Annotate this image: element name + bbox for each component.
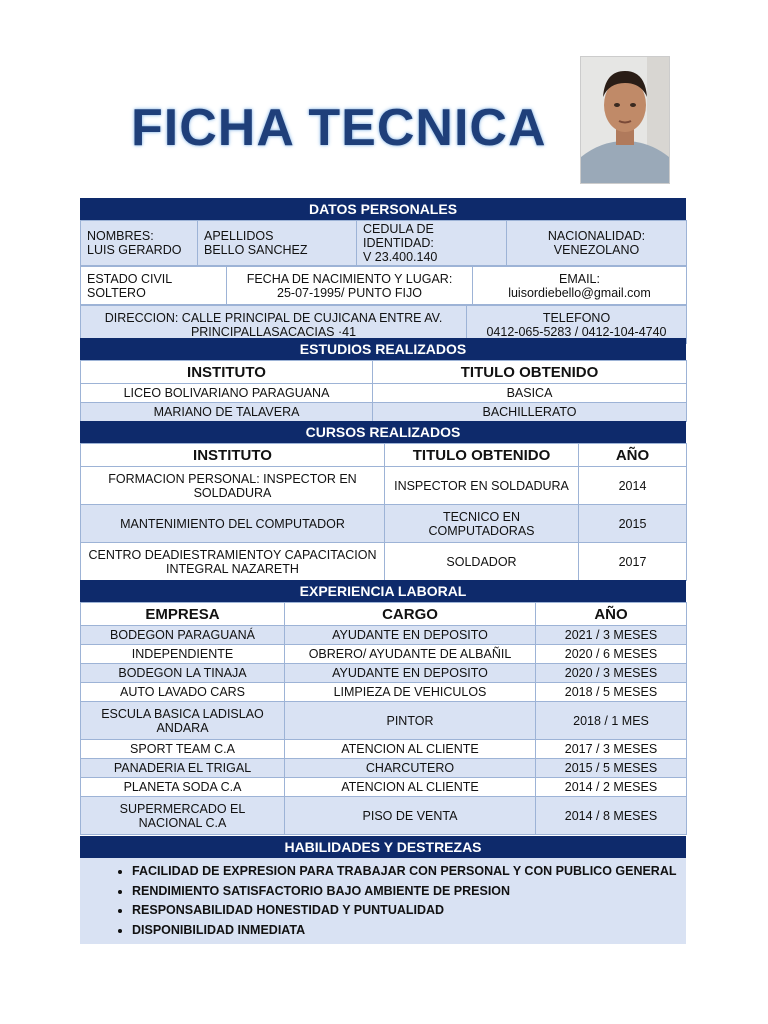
experiencia-empresa: BODEGON LA TINAJA <box>81 664 285 683</box>
cedula-cell <box>357 221 507 266</box>
estudios-column-headers <box>81 361 687 384</box>
cursos-titulo: INSPECTOR EN SOLDADURA <box>385 467 579 505</box>
experiencia-col-cargo: CARGO <box>285 603 536 626</box>
experiencia-cargo: PISO DE VENTA <box>285 797 536 835</box>
table-row <box>81 683 687 702</box>
experiencia-anio: 2014 / 2 MESES <box>536 778 687 797</box>
profile-photo <box>580 56 670 184</box>
list-item: • DISPONIBILIDAD INMEDIATA <box>132 921 686 941</box>
nombres-value: LUIS GERARDO <box>87 243 182 257</box>
experiencia-cargo: AYUDANTE EN DEPOSITO <box>285 664 536 683</box>
cursos-instituto: MANTENIMIENTO DEL COMPUTADOR <box>81 505 385 543</box>
experiencia-cargo: ATENCION AL CLIENTE <box>285 740 536 759</box>
apellidos-cell <box>198 221 357 266</box>
experiencia-anio: 2017 / 3 MESES <box>536 740 687 759</box>
table-row <box>81 626 687 645</box>
habilidades-header: HABILIDADES Y DESTREZAS <box>80 836 686 858</box>
experiencia-empresa: INDEPENDIENTE <box>81 645 285 664</box>
experiencia-anio: 2018 / 1 MES <box>536 702 687 740</box>
estudios-titulo: BASICA <box>373 384 687 403</box>
nacionalidad-cell <box>507 221 687 266</box>
experiencia-header: EXPERIENCIA LABORAL <box>80 580 686 602</box>
apellidos-label: APELLIDOS <box>204 229 274 243</box>
table-row <box>81 543 687 581</box>
table-row <box>81 778 687 797</box>
experiencia-cargo: CHARCUTERO <box>285 759 536 778</box>
cursos-anio: 2015 <box>579 505 687 543</box>
direccion-line-1: DIRECCION: CALLE PRINCIPAL DE CUJICANA ENTRE AV. <box>104 310 443 325</box>
experiencia-empresa: SUPERMERCADO EL NACIONAL C.A <box>81 797 285 835</box>
experiencia-col-anio: AÑO <box>536 603 687 626</box>
direccion-line-2: PRINCIPALLASACACIAS ·41 <box>190 324 357 339</box>
cursos-table <box>80 443 687 581</box>
page-title: FICHA TECNICA <box>131 99 547 157</box>
table-row <box>81 702 687 740</box>
experiencia-anio: 2021 / 3 MESES <box>536 626 687 645</box>
estado-civil-cell <box>81 267 227 305</box>
cedula-value: V 23.400.140 <box>363 250 438 264</box>
cursos-header: CURSOS REALIZADOS <box>80 421 686 443</box>
cursos-section <box>80 421 686 581</box>
nacionalidad-value: VENEZOLANO <box>553 243 640 257</box>
experiencia-anio: 2014 / 8 MESES <box>536 797 687 835</box>
list-item: • FACILIDAD DE EXPRESION PARA TRABAJAR CON PERSONAL Y CON PUBLICO GENERAL <box>132 862 686 882</box>
experiencia-cargo: AYUDANTE EN DEPOSITO <box>285 626 536 645</box>
estado-civil-label: ESTADO CIVIL <box>87 271 173 286</box>
table-row <box>81 797 687 835</box>
experiencia-empresa: BODEGON PARAGUANÁ <box>81 626 285 645</box>
habilidades-section <box>80 836 686 944</box>
experiencia-empresa: AUTO LAVADO CARS <box>81 683 285 702</box>
estado-civil-value: SOLTERO <box>87 285 146 300</box>
estudios-titulo: BACHILLERATO <box>373 403 687 422</box>
experiencia-anio: 2015 / 5 MESES <box>536 759 687 778</box>
experiencia-empresa: PLANETA SODA C.A <box>81 778 285 797</box>
personal-row-1 <box>80 220 687 266</box>
cursos-titulo: SOLDADOR <box>385 543 579 581</box>
experiencia-empresa: PANADERIA EL TRIGAL <box>81 759 285 778</box>
email-value: luisordiebello@gmail.com <box>508 285 651 300</box>
estudios-col-instituto: INSTITUTO <box>81 361 373 384</box>
cursos-anio: 2014 <box>579 467 687 505</box>
table-row <box>81 384 687 403</box>
estudios-instituto: LICEO BOLIVARIANO PARAGUANA <box>81 384 373 403</box>
table-row <box>81 403 687 422</box>
nacionalidad-label: NACIONALIDAD: <box>547 229 646 243</box>
cursos-instituto: CENTRO DEADIESTRAMIENTOY CAPACITACION INTEGRAL NAZARETH <box>81 543 385 581</box>
cursos-col-instituto: INSTITUTO <box>81 444 385 467</box>
fecha-nacimiento-label: FECHA DE NACIMIENTO Y LUGAR: <box>246 271 453 286</box>
fecha-nacimiento-cell <box>227 267 473 305</box>
cedula-label: CEDULA DE IDENTIDAD: <box>363 222 434 250</box>
table-row <box>81 740 687 759</box>
experiencia-cargo: PINTOR <box>285 702 536 740</box>
telefono-value: 0412-065-5283 / 0412-104-4740 <box>486 324 667 339</box>
experiencia-cargo: ATENCION AL CLIENTE <box>285 778 536 797</box>
experiencia-empresa: ESCULA BASICA LADISLAO ANDARA <box>81 702 285 740</box>
estudios-col-titulo: TITULO OBTENIDO <box>373 361 687 384</box>
personal-row-2 <box>80 266 687 305</box>
apellidos-value: BELLO SANCHEZ <box>204 243 308 257</box>
email-label: EMAIL: <box>559 271 600 286</box>
table-row <box>81 645 687 664</box>
experiencia-section <box>80 580 686 835</box>
personal-data-header: DATOS PERSONALES <box>80 198 686 220</box>
cursos-column-headers <box>81 444 687 467</box>
table-row <box>81 467 687 505</box>
estudios-instituto: MARIANO DE TALAVERA <box>81 403 373 422</box>
cursos-col-titulo: TITULO OBTENIDO <box>385 444 579 467</box>
experiencia-anio: 2020 / 3 MESES <box>536 664 687 683</box>
personal-data-section <box>80 198 686 344</box>
experiencia-column-headers <box>81 603 687 626</box>
experiencia-col-empresa: EMPRESA <box>81 603 285 626</box>
table-row <box>81 664 687 683</box>
cursos-col-anio: AÑO <box>579 444 687 467</box>
table-row <box>81 505 687 543</box>
list-item: • RENDIMIENTO SATISFACTORIO BAJO AMBIENTE DE PRESION <box>132 882 686 902</box>
experiencia-cargo: LIMPIEZA DE VEHICULOS <box>285 683 536 702</box>
experiencia-table <box>80 602 687 835</box>
experiencia-cargo: OBRERO/ AYUDANTE DE ALBAÑIL <box>285 645 536 664</box>
fecha-nacimiento-value: 25-07-1995/ PUNTO FIJO <box>277 285 422 300</box>
habilidades-list <box>80 858 686 944</box>
email-cell <box>473 267 687 305</box>
experiencia-anio: 2020 / 6 MESES <box>536 645 687 664</box>
cursos-instituto: FORMACION PERSONAL: INSPECTOR EN SOLDADURA <box>81 467 385 505</box>
nombres-cell <box>81 221 198 266</box>
experiencia-empresa: SPORT TEAM C.A <box>81 740 285 759</box>
estudios-header: ESTUDIOS REALIZADOS <box>80 338 686 360</box>
cursos-titulo: TECNICO EN COMPUTADORAS <box>385 505 579 543</box>
estudios-section <box>80 338 686 422</box>
nombres-label: NOMBRES: <box>87 229 154 243</box>
cursos-anio: 2017 <box>579 543 687 581</box>
list-item: • RESPONSABILIDAD HONESTIDAD Y PUNTUALIDAD <box>132 901 686 921</box>
estudios-table <box>80 360 687 422</box>
telefono-label: TELEFONO <box>542 310 611 325</box>
table-row <box>81 759 687 778</box>
experiencia-anio: 2018 / 5 MESES <box>536 683 687 702</box>
